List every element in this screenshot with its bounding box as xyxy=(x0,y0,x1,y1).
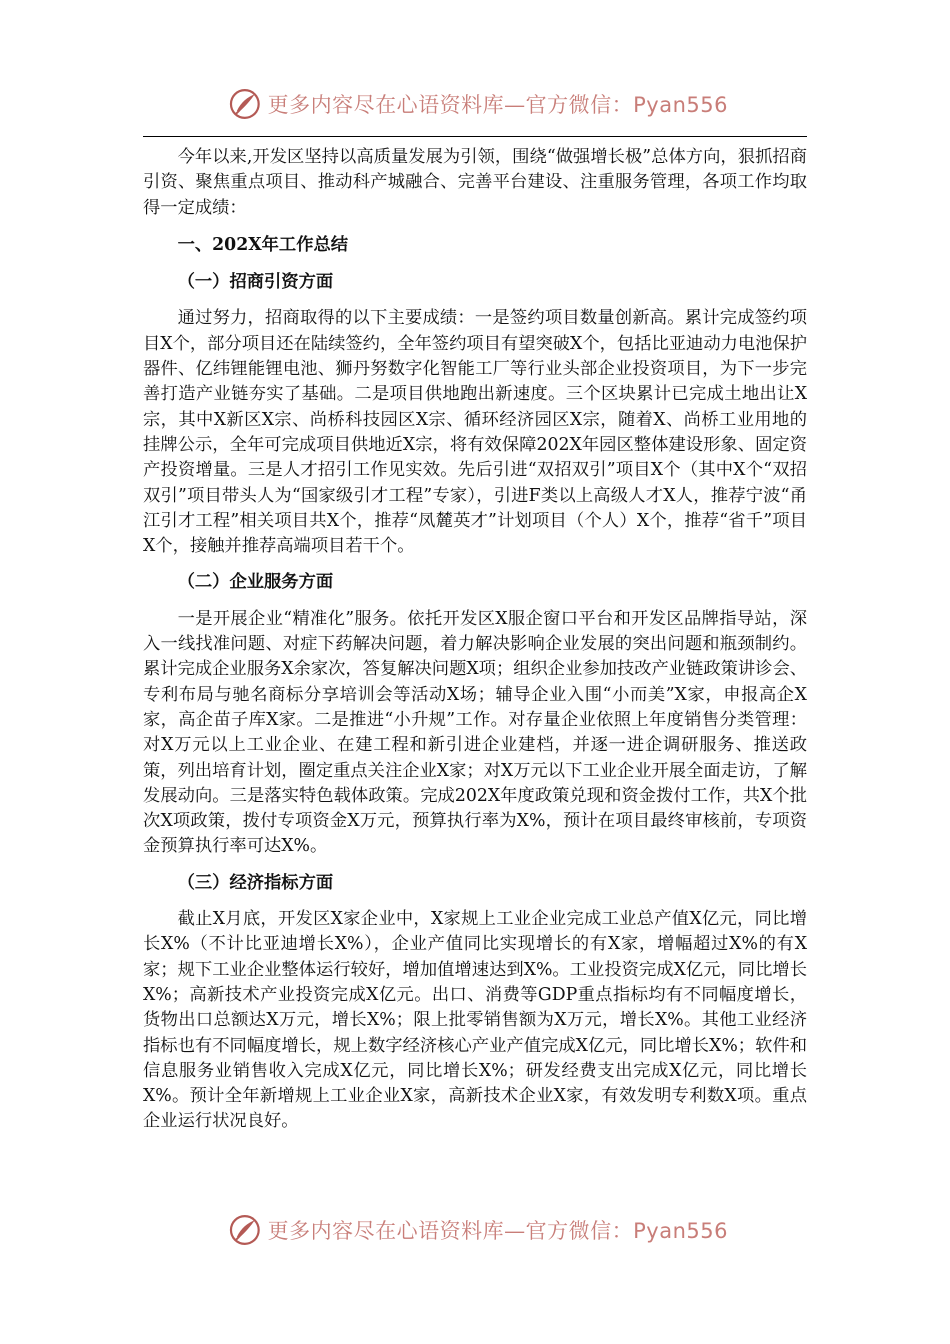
pen-logo-icon xyxy=(228,1213,262,1247)
investment-paragraph: 通过努力，招商取得的以下主要成绩：一是签约项目数量创新高。累计完成签约项目X个，部分项目还在陆续签约，全年签约项目有望突破X个，包括比亚迪动力电池保护器件、亿纬锂能锂电池、狮丹努数字化智能工厂等行业头部企业投资项目，为下一步完善打造产业链夯实了基础。二是项目供地跑出新速度。三个区块累计已完成土地出让X宗，其中X新区X宗、尚桥科技园区X宗、循环经济园区X宗，随着X、尚桥工业用地的挂牌公示，全年可完成项目供地近X宗，将有效保障202X年园区整体建设形象、固定资产投资增量。三是人才招引工作见实效。先后引进“双招双引”项目X个（其中X个“双招双引”项目带头人为“国家级引才工程”专家），引进F类以上高级人才X人，推荐宁波“甬江引才工程”相关项目共X个，推荐“凤麓英才”计划项目（个人）X个，推荐“省千”项目X个，接触并推荐高端项目若干个。 xyxy=(143,308,808,557)
subsection-heading-economic-indicators: （三）经济指标方面 xyxy=(177,872,334,893)
footer-watermark xyxy=(228,1210,728,1250)
header-brand-text: 更多内容尽在心语资料库—官方微信：Pyan556 xyxy=(267,93,728,117)
footer-brand-text: 更多内容尽在心语资料库—官方微信：Pyan556 xyxy=(267,1219,728,1243)
header-rule xyxy=(143,136,807,137)
enterprise-service-paragraph: 一是开展企业“精准化”服务。依托开发区X服企窗口平台和开发区品牌指导站，深入一线找准问题、对症下药解决问题，着力解决影响企业发展的突出问题和瓶颈制约。累计完成企业服务X余家次，答复解决问题X项；组织企业参加技改产业链政策讲诊会、专利布局与驰名商标分享培训会等活动X场；辅导企业入围“小而美”X家，申报高企X家，高企苗子库X家。二是推进“小升规”工作。对存量企业依照上年度销售分类管理：对X万元以上工业企业、在建工程和新引进企业建档，并逐一进企调研服务、推送政策，列出培育计划，圈定重点关注企业X家；对X万元以下工业企业开展全面走访，了解发展动向。三是落实特色载体政策。完成202X年度政策兑现和资金拨付工作，共X个批次X项政策，拨付专项资金X万元，预算执行率为X%，预计在项目最终审核前，专项资金预算执行率可达X%。 xyxy=(143,608,808,857)
subsection-heading-investment: （一）招商引资方面 xyxy=(177,272,334,293)
intro-paragraph: 今年以来,开发区坚持以高质量发展为引领，围绕“做强增长极”总体方向，狠抓招商引资、聚焦重点项目、推动科产城融合、完善平台建设、注重服务管理，各项工作均取得一定成绩： xyxy=(143,147,807,218)
economic-indicators-paragraph: 截止X月底，开发区X家企业中，X家规上工业企业完成工业总产值X亿元，同比增长X%（不计比亚迪增长X%），企业产值同比实现增长的有X家，增幅超过X%的有X家；规下工业企业整体运行较好，增加值增速达到X%。工业投资完成X亿元，同比增长X%；高新技术产业投资完成X亿元。出口、消费等GDP重点指标均有不同幅度增长，货物出口总额达X万元，增长X%；限上批零销售额为X万元，增长X%。其他工业经济指标也有不同幅度增长，规上数字经济核心产业产值完成X亿元，同比增长X%；软件和信息服务业销售收入完成X亿元，同比增长X%；研发经费支出完成X亿元，同比增长X%。预计全年新增规上工业企业X家，高新技术企业X家，有效发明专利数X项。重点企业运行状况良好。 xyxy=(143,909,807,1132)
subsection-heading-enterprise-service: （二）企业服务方面 xyxy=(177,572,334,593)
section-heading: 一、202X年工作总结 xyxy=(177,234,349,255)
document-body xyxy=(143,145,807,1135)
pen-logo-icon xyxy=(228,87,262,121)
header-watermark xyxy=(228,84,728,124)
